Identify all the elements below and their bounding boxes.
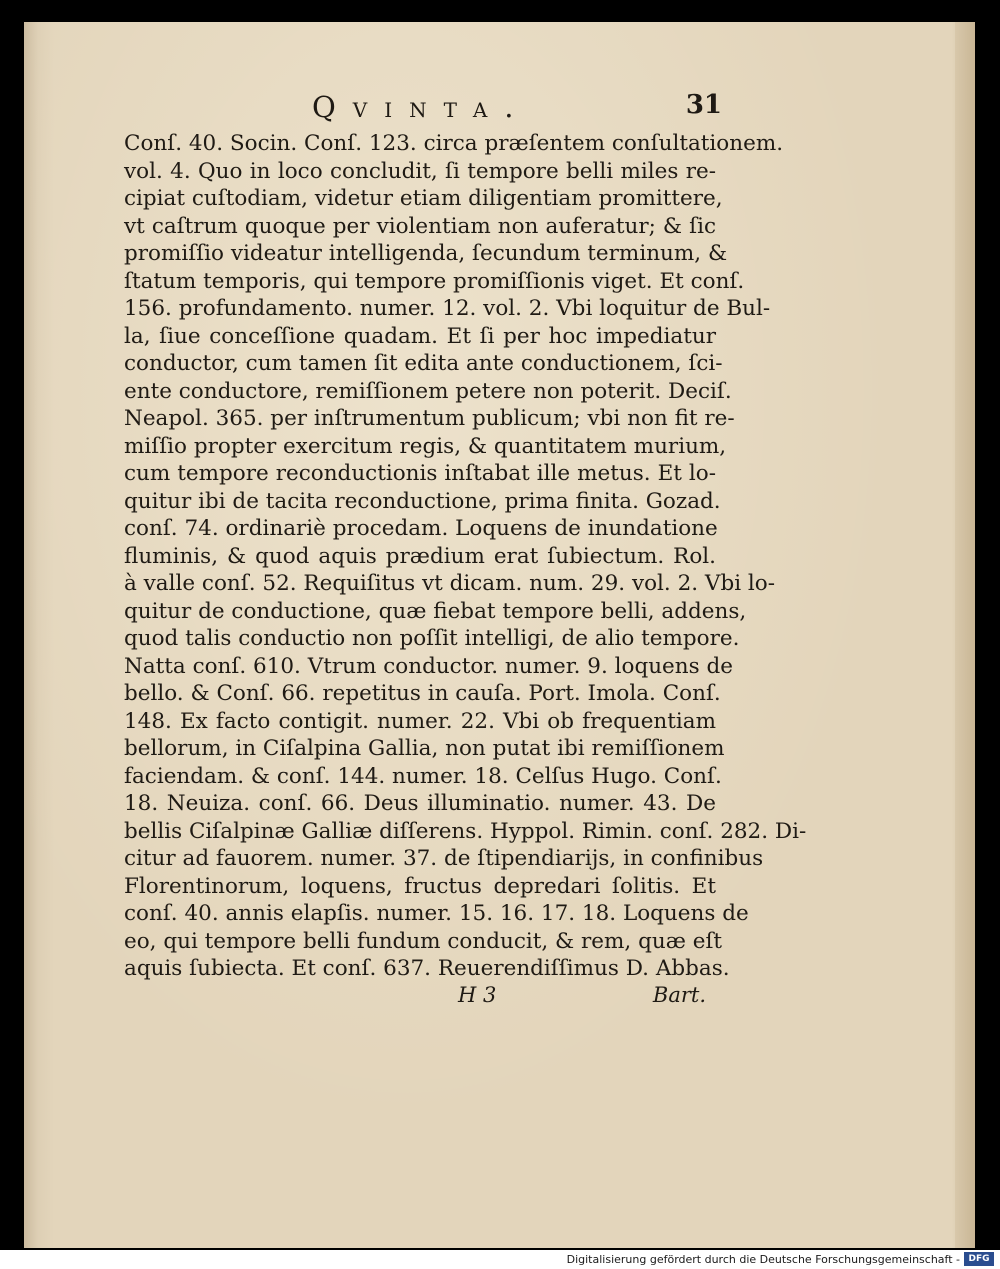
body-text xyxy=(124,130,807,983)
text-line: quitur ibi de tacita reconductione, prima finita. Gozad. xyxy=(124,488,721,514)
text-line: bellis Ciſalpinæ Galliæ diſſerens. Hyppol. Rimin. conſ. 282. Di- xyxy=(124,818,807,844)
text-line: promiſſio videatur intelligenda, ſecundum terminum, & xyxy=(124,241,728,266)
text-line: Florentinorum, loquens, fructus depredari ſolitis. Et xyxy=(124,873,716,899)
signature-mark: H 3 xyxy=(458,982,497,1007)
text-line: conductor, cum tamen ſit edita ante conductionem, ſci- xyxy=(124,351,723,376)
text-line: ente conductore, remiſſionem petere non poterit. Deciſ. xyxy=(124,378,732,404)
page-number: 31 xyxy=(685,90,722,120)
catchword: Bart. xyxy=(652,982,706,1007)
text-line: vt caſtrum quoque per violentiam non auferatur; & ſic xyxy=(124,213,716,239)
running-head: Qvinta. xyxy=(312,90,531,124)
text-line: Natta conſ. 610. Vtrum conductor. numer. 9. loquens de xyxy=(124,653,733,679)
text-line: fluminis, & quod aquis prædium erat ſubiectum. Rol. xyxy=(124,543,716,569)
text-line: la, ſiue conceſſione quadam. Et ſi per hoc impediatur xyxy=(124,323,716,349)
text-line: conſ. 74. ordinariè procedam. Loquens de inundatione xyxy=(124,516,718,541)
text-line: eo, qui tempore belli fundum conducit, & rem, quæ eſt xyxy=(124,928,723,954)
text-line: cum tempore reconductionis inſtabat ille metus. Et lo- xyxy=(124,461,716,486)
page-edge xyxy=(955,22,975,1248)
text-line: ſtatum temporis, qui tempore promiſſionis viget. Et conſ. xyxy=(124,268,745,294)
text-block xyxy=(124,90,807,1013)
text-line: quitur de conductione, quæ fiebat tempore belli, addens, xyxy=(124,598,747,624)
text-line: Neapol. 365. per inſtrumentum publicum; vbi non fit re- xyxy=(124,406,735,431)
text-line: aquis ſubiecta. Et conſ. 637. Reuerendiſſimus D. Abbas. xyxy=(124,956,730,981)
text-line: 18. Neuiza. conſ. 66. Deus illuminatio. numer. 43. De xyxy=(124,791,716,816)
text-line: 156. profundamento. numer. 12. vol. 2. Vbi loquitur de Bul- xyxy=(124,296,771,321)
funding-notice-bar xyxy=(0,1250,1000,1269)
text-line: conſ. 40. annis elapſis. numer. 15. 16. 17. 18. Loquens de xyxy=(124,901,749,926)
text-line: citur ad fauorem. numer. 37. de ſtipendiarijs, in confinibus xyxy=(124,846,764,871)
funding-notice: Digitalisierung gefördert durch die Deutsche Forschungsgemeinschaft - xyxy=(566,1253,960,1266)
text-line: vol. 4. Quo in loco concludit, ſi tempore belli miles re- xyxy=(124,158,716,184)
text-line: miſſio propter exercitum regis, & quantitatem murium, xyxy=(124,433,727,459)
dfg-logo: DFG xyxy=(964,1252,994,1266)
text-line: bellorum, in Ciſalpina Gallia, non putat ibi remiſſionem xyxy=(124,736,725,761)
text-line: cipiat cuſtodiam, videtur etiam diligentiam promittere, xyxy=(124,186,723,211)
text-line: faciendam. & conſ. 144. numer. 18. Celſus Hugo. Conſ. xyxy=(124,763,722,789)
page-footer xyxy=(124,983,716,1013)
text-line: bello. & Conſ. 66. repetitus in cauſa. Port. Imola. Conſ. xyxy=(124,681,721,706)
text-line: Conſ. 40. Socin. Conſ. 123. circa præſentem conſultationem. xyxy=(124,131,784,156)
page-header xyxy=(124,90,722,130)
text-line: quod talis conductio non poſſit intelligi, de alio tempore. xyxy=(124,626,740,651)
text-line: 148. Ex facto contigit. numer. 22. Vbi ob frequentiam xyxy=(124,708,716,734)
text-line: à valle conſ. 52. Requiſitus vt dicam. num. 29. vol. 2. Vbi lo- xyxy=(124,571,776,596)
